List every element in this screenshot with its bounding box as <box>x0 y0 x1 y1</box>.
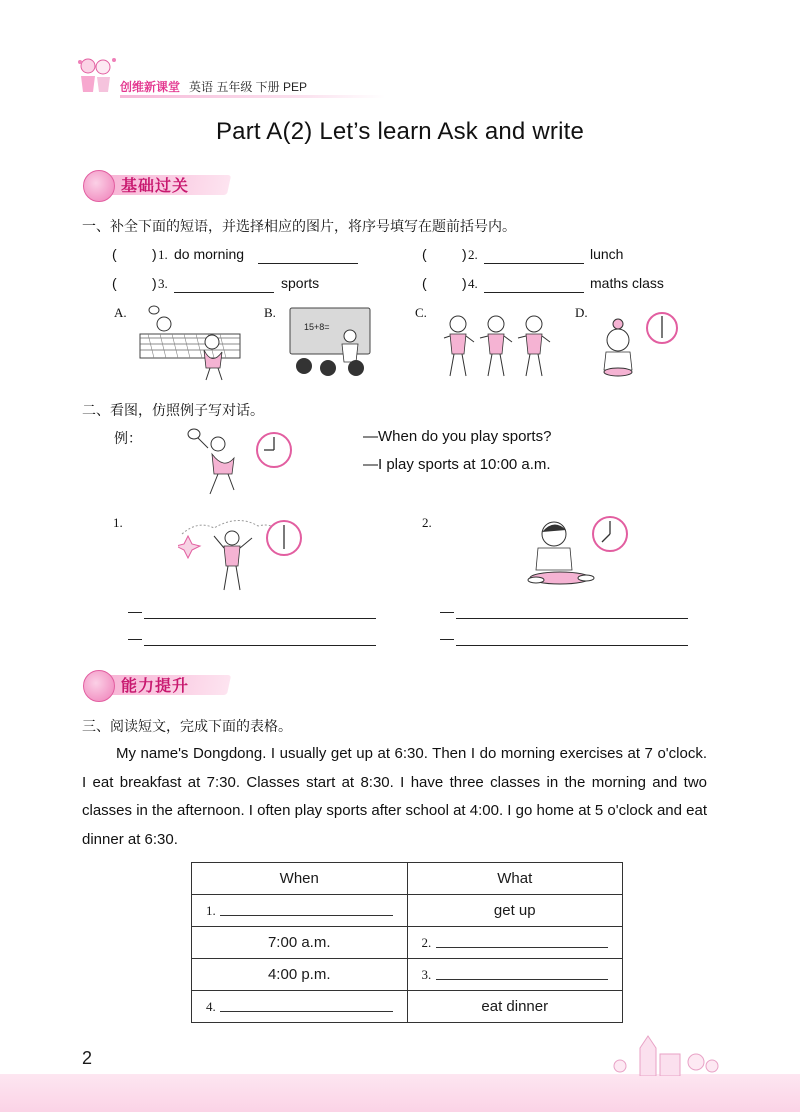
answer-blank[interactable] <box>484 263 584 264</box>
bracket-open: ( <box>112 246 117 262</box>
dash: — <box>128 603 142 619</box>
bracket-close: ) <box>152 275 157 291</box>
bracket-open: ( <box>422 275 427 291</box>
table-header-row <box>192 863 623 895</box>
phrase-text: do morning <box>174 246 245 262</box>
table-row <box>192 959 623 991</box>
eating-picture <box>512 512 632 592</box>
dash: — <box>440 630 454 646</box>
answer-blank[interactable] <box>258 263 358 264</box>
phrase-text: lunch <box>590 246 624 262</box>
board-text: 15+8= <box>304 322 330 332</box>
section-banner-advanced <box>83 670 233 700</box>
dash: — <box>128 630 142 646</box>
girl-badge-icon <box>83 670 115 702</box>
when-cell: 4:00 p.m. <box>192 959 408 991</box>
item-number: 3. <box>158 276 168 291</box>
page-number: 2 <box>82 1048 93 1068</box>
header-rule <box>120 95 385 98</box>
footer-band <box>0 1074 800 1112</box>
page-title: Part A(2) Let’s learn Ask and write <box>215 118 585 145</box>
example-label: 例： <box>114 431 142 447</box>
castle-decoration-icon <box>600 1026 730 1076</box>
exercise-picture <box>178 514 308 594</box>
girl-badge-icon <box>83 170 115 202</box>
bracket-close: ) <box>462 246 467 262</box>
example-answer: —I play sports at 10:00 a.m. <box>363 456 551 473</box>
answer-blank[interactable] <box>174 292 274 293</box>
book-meta: 英语 五年级 下册 PEP <box>189 80 308 94</box>
item-number: 4. <box>468 276 478 291</box>
badminton-picture <box>136 304 246 382</box>
picture-label: B. <box>264 305 276 320</box>
passage-text: My name's Dongdong. I usually get up at 6:30. Then I do morning exercises at 7 o'clock. I eat breakfast at 7:30. Classes start at 8:30. I have three classes in the morning and two classes in the afternoon. I often play sports after school at 4:00. I go home at 5 o'clock and eat dinner at 6:30. <box>82 745 707 848</box>
picture-label: D. <box>575 305 588 320</box>
bracket-close: ) <box>152 246 157 262</box>
example-question: —When do you play sports? <box>363 428 552 445</box>
item-number: 1. <box>158 247 168 262</box>
item-number: 2. <box>422 515 432 530</box>
brand-name: 创维新课堂 <box>120 80 181 94</box>
table-row <box>192 991 623 1023</box>
header-what: What <box>407 863 623 895</box>
when-cell: 7:00 a.m. <box>192 927 408 959</box>
kids-logo-icon <box>74 56 118 96</box>
answer-line[interactable] <box>456 645 688 646</box>
reading-passage <box>82 740 707 854</box>
bracket-close: ) <box>462 275 467 291</box>
table-row <box>192 927 623 959</box>
what-cell: eat dinner <box>407 991 623 1023</box>
what-cell: get up <box>407 895 623 927</box>
when-cell[interactable]: 4. <box>192 991 408 1023</box>
question-1-instruction: 一、补全下面的短语，并选择相应的图片，将序号填写在题前括号内。 <box>82 219 516 235</box>
maths-class-picture <box>284 306 376 378</box>
answer-line[interactable] <box>144 618 376 619</box>
item-number: 1. <box>113 515 123 530</box>
section-label: 能力提升 <box>121 676 190 695</box>
what-cell[interactable]: 3. <box>407 959 623 991</box>
when-cell[interactable]: 1. <box>192 895 408 927</box>
phrase-text: sports <box>281 275 320 291</box>
question-3-instruction: 三、阅读短文，完成下面的表格。 <box>82 719 292 735</box>
answer-blank[interactable] <box>436 947 609 948</box>
picture-label: A. <box>114 305 127 320</box>
what-cell[interactable]: 2. <box>407 927 623 959</box>
answer-line[interactable] <box>144 645 376 646</box>
section-label: 基础过关 <box>121 176 190 195</box>
picture-label: C. <box>415 305 427 320</box>
question-2-instruction: 二、看图，仿照例子写对话。 <box>82 403 264 419</box>
header-when: When <box>192 863 408 895</box>
item-number: 2. <box>468 247 478 262</box>
answer-blank[interactable] <box>220 915 393 916</box>
page-header <box>62 56 322 100</box>
answer-blank[interactable] <box>436 979 609 980</box>
answer-blank[interactable] <box>484 292 584 293</box>
eat-lunch-picture <box>596 308 686 380</box>
answer-line[interactable] <box>456 618 688 619</box>
bracket-open: ( <box>422 246 427 262</box>
morning-exercises-picture <box>440 312 554 380</box>
phrase-text: maths class <box>590 275 664 291</box>
section-banner-basic <box>83 170 233 200</box>
example-badminton-picture <box>184 424 294 502</box>
answer-blank[interactable] <box>220 1011 393 1012</box>
answer-table <box>191 862 623 1023</box>
table-row <box>192 895 623 927</box>
dash: — <box>440 603 454 619</box>
bracket-open: ( <box>112 275 117 291</box>
